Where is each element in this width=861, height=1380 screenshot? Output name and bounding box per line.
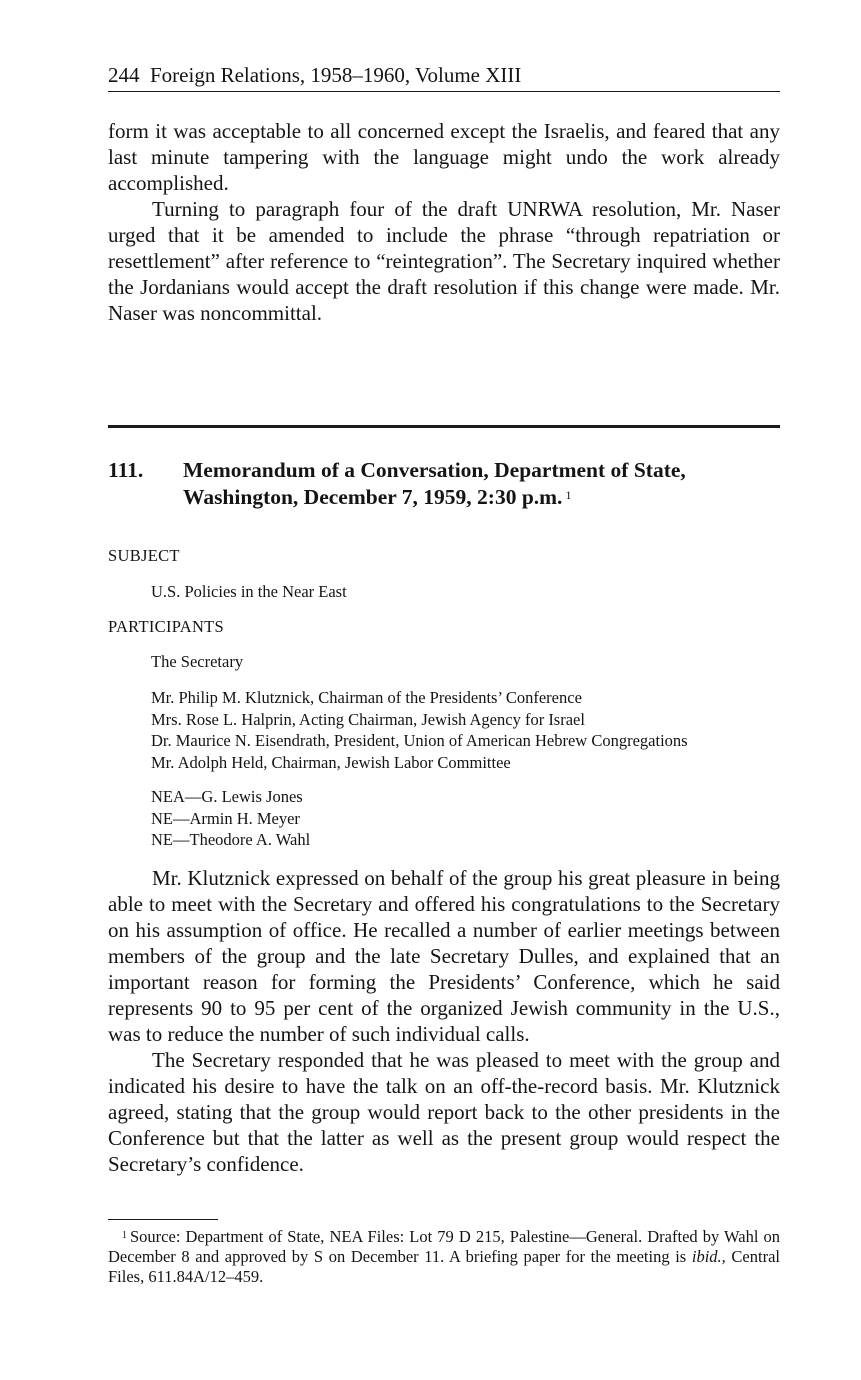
participant: The Secretary bbox=[151, 652, 244, 671]
footnote-marker: 1 bbox=[122, 1230, 127, 1241]
participants-group-2 bbox=[151, 687, 688, 773]
klutznick-paragraph: Mr. Klutznick expressed on behalf of the group his great pleasure in being able to meet with the Secretary and offered his congratulations to the Secretary on his assumption of office. He recalled a number of earlier meetings between members of the group and the late Secretary Dulles, and explained that an important reason for forming the Presidents’ Conference, which he said represents 90 to 95 per cent of the organized Jewish community in the U.S., was to reduce the number of such individual calls. bbox=[108, 866, 780, 1046]
participant: NEA—G. Lewis Jones bbox=[151, 787, 303, 806]
document-title-wrap bbox=[183, 457, 780, 511]
header-rule bbox=[108, 91, 780, 92]
unrwa-paragraph: Turning to paragraph four of the draft UNRWA resolution, Mr. Naser urged that it be amended to include the phrase “through repatriation or resettlement” after reference to “reintegration”. The Secretary inquired whether the Jordanians would accept the draft resolution if this change were made. Mr. Naser was noncommittal. bbox=[108, 197, 780, 325]
document-number: 111. bbox=[108, 458, 144, 482]
subject-text: U.S. Policies in the Near East bbox=[151, 582, 347, 601]
continued-text-block bbox=[108, 118, 780, 326]
participants-group-3 bbox=[151, 786, 310, 851]
section-divider bbox=[108, 425, 780, 428]
participants-label: PARTICIPANTS bbox=[108, 617, 225, 636]
continued-paragraph: form it was acceptable to all concerned except the Israelis, and feared that any last minute tampering with the language might undo the work already accomplished. bbox=[108, 119, 780, 195]
publication-title: Foreign Relations, 1958–1960, Volume XIII bbox=[150, 63, 522, 87]
document-title: Memorandum of a Conversation, Department of State, Washington, December 7, 1959, 2:30 p.m. bbox=[183, 458, 686, 509]
footnote bbox=[108, 1227, 780, 1287]
running-head bbox=[108, 62, 780, 88]
participant: Mr. Adolph Held, Chairman, Jewish Labor Committee bbox=[151, 752, 511, 772]
participant: Mr. Philip M. Klutznick, Chairman of the Presidents’ Conference bbox=[151, 688, 582, 707]
participant: Mrs. Rose L. Halprin, Acting Chairman, Jewish Agency for Israel bbox=[151, 709, 585, 729]
secretary-paragraph: The Secretary responded that he was pleased to meet with the group and indicated his desire to have the talk on an off-the-record basis. Mr. Klutznick agreed, stating that the group would report back to the other presidents in the Conference but that the latter as well as the present group would respect the Secretary’s confidence. bbox=[108, 1048, 780, 1176]
page-number: 244 bbox=[108, 63, 140, 87]
participant: Dr. Maurice N. Eisendrath, President, Union of American Hebrew Congregations bbox=[151, 731, 688, 750]
heading-footnote-marker: 1 bbox=[565, 488, 572, 502]
subject-value bbox=[151, 581, 347, 603]
participant: NE—Armin H. Meyer bbox=[151, 808, 300, 828]
subject-label: SUBJECT bbox=[108, 546, 180, 565]
footnote-source-text: Source: Department of State, NEA Files: Lot 79 D 215, Palestine—General. Drafted by Wahl on December 8 and approved by S on December 11. A briefing paper for the meeting is bbox=[108, 1227, 780, 1266]
participant: NE—Theodore A. Wahl bbox=[151, 830, 311, 849]
footnote-ibid: ibid., bbox=[691, 1247, 726, 1266]
footnote-rule bbox=[108, 1219, 218, 1220]
participants-group-1 bbox=[151, 651, 243, 673]
footnote-central-files: Central Files, 611.84A/12–459. bbox=[108, 1247, 780, 1286]
memorandum-body bbox=[108, 865, 780, 1177]
